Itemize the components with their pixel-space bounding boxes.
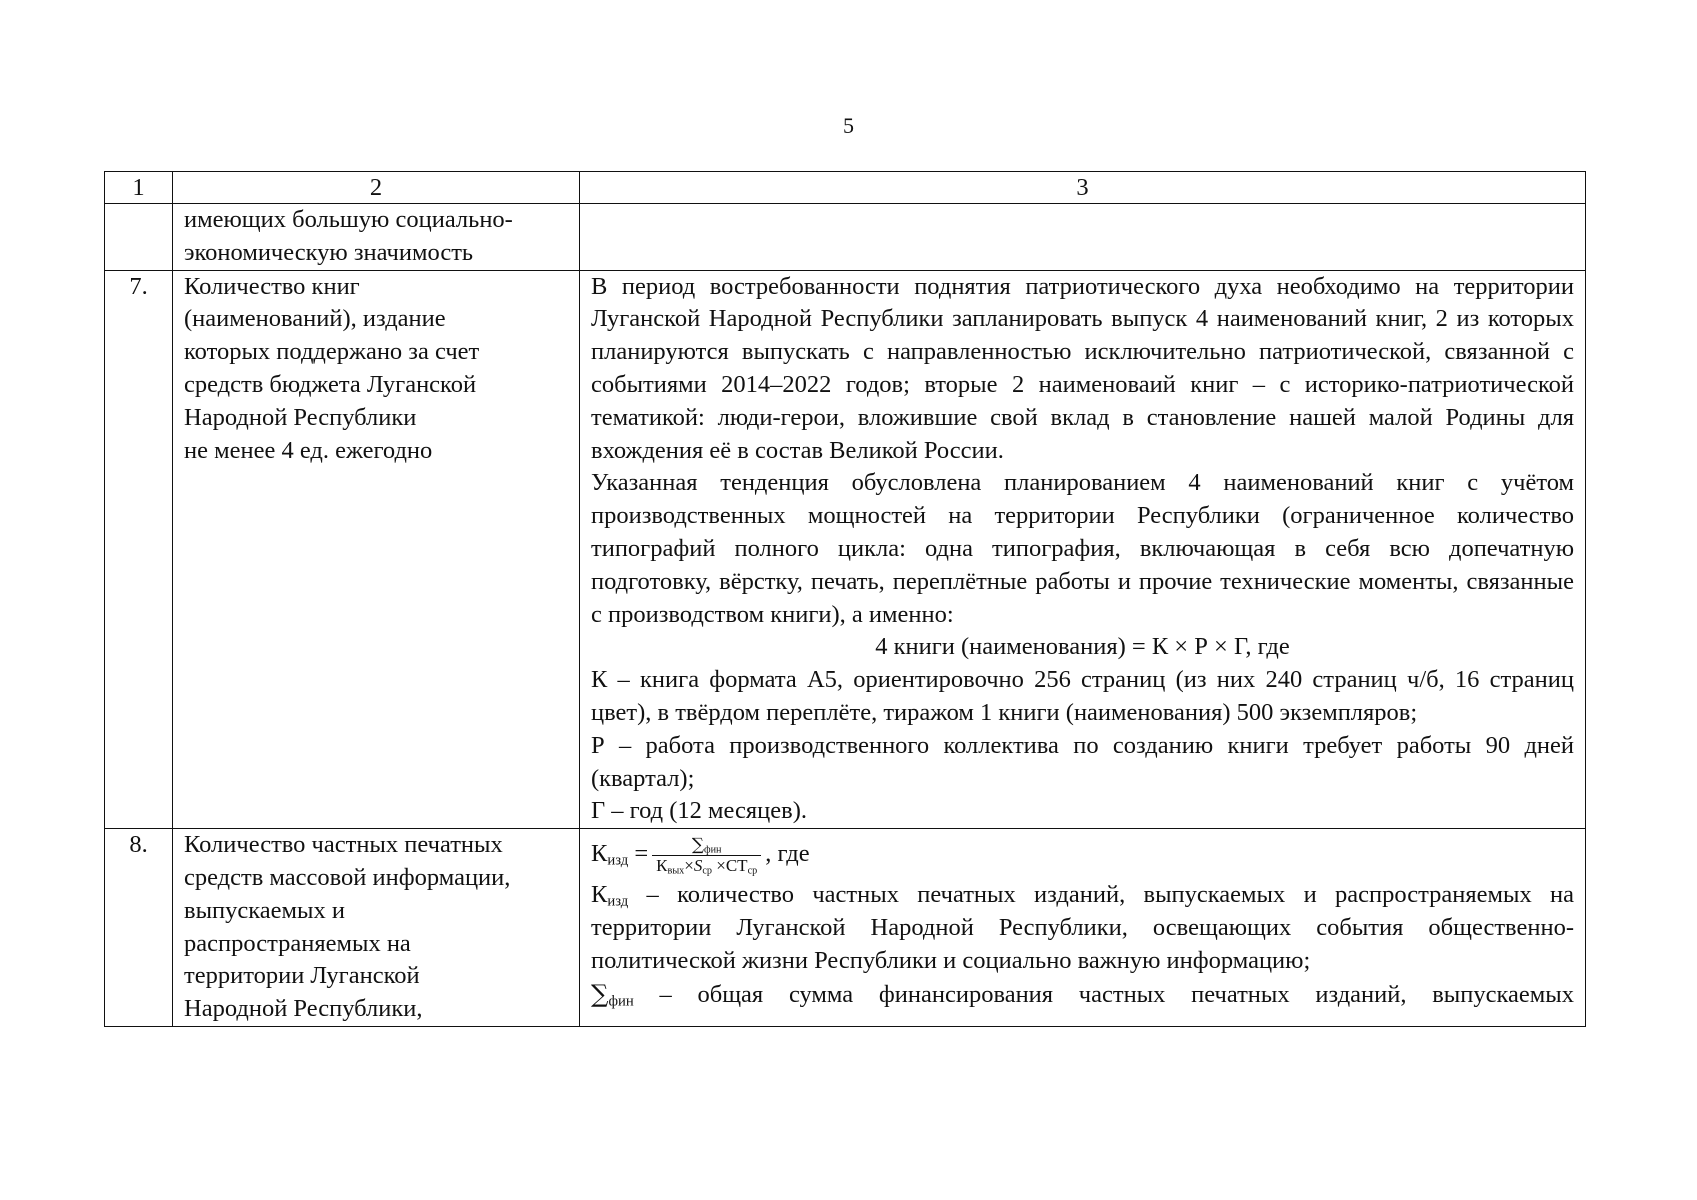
table-header-row	[105, 172, 1586, 204]
row-7-indicator-line-3: которых поддержано за счет	[184, 338, 480, 366]
row-8-description	[580, 829, 1586, 1027]
formula-numerator: $\sum_{фин}$	[652, 836, 761, 856]
row-8-indicator-line-5: территории Луганской	[184, 962, 420, 990]
table-row-continued	[105, 204, 1586, 271]
row-8-formula	[591, 829, 1574, 879]
row-7-formula: 4 книги (наименования) = К × Р × Г, где	[875, 633, 1290, 661]
row-7-indicator-line-1: Количество книг	[184, 272, 360, 300]
row-8-indicator-line-3: выпускаемых и	[184, 896, 345, 924]
row-7-paragraph-2: Указанная тенденция обусловлена планированием 4 наименований книг с учётом производственных мощностей на территории Республики (ограниченное количество типографий полного цикла: одна типография, включающая в себя всю допечатную подготовку, вёрстку, печать, переплётные работы и прочие технические моменты, связанные с производством книги), а именно:	[591, 469, 1574, 628]
header-cell-3: 3	[580, 172, 1586, 204]
row-continued-indicator: имеющих большую социально-экономическую значимость	[173, 204, 580, 271]
row-8-paragraph-sigma: $\sum_{фин}$ – общая сумма финансирования частных печатных изданий, выпускаемых	[591, 978, 1574, 1010]
row-7-paragraph-r: Р – работа производственного коллектива по созданию книги требует работы 90 дней (квартал);	[591, 731, 1574, 792]
row-8-indicator-line-4: распространяемых на	[184, 929, 411, 957]
row-7-paragraph-1: В период востребованности поднятия патриотического духа необходимо на территории Луганской Народной Республики запланировать выпуск 4 наименований книг, 2 из которых планируются выпускать с направленностью исключительно патриотической, связанной с событиями 2014–2022 годов; вторые 2 наименоваий книг – с историко-патриотической тематикой: люди-герои, вложившие свой вклад в становление нашей малой Родины для вхождения её в состав Великой России.	[591, 272, 1574, 464]
row-continued-number	[105, 204, 173, 271]
row-7-indicator-line-4: средств бюджета Луганской	[184, 370, 477, 398]
row-7-indicator-line-5: Народной Республики	[184, 403, 417, 431]
row-7-indicator-line-6: не менее 4 ед. ежегодно	[184, 436, 433, 464]
row-8-indicator-line-2: средств массовой информации,	[184, 863, 511, 891]
row-7-description	[580, 270, 1586, 829]
row-7-number: 7.	[105, 270, 173, 829]
row-8-paragraph-k: $К_{изд}$ – количество частных печатных изданий, выпускаемых и распространяемых на территории Луганской Народной Республики, освещающих события общественно-политической жизни Республики и социально важную информацию;	[591, 881, 1574, 974]
formula-fraction	[652, 836, 761, 875]
header-cell-2: 2	[173, 172, 580, 204]
row-7-paragraph-k: К – книга формата А5, ориентировочно 256 страниц (из них 240 страниц ч/б, 16 страниц цвет), в твёрдом переплёте, тиражом 1 книги (наименования) 500 экземпляров;	[591, 666, 1574, 726]
row-7-indicator-line-2: (наименований), издание	[184, 305, 446, 333]
row-8-indicator-line-1: Количество частных печатных	[184, 831, 503, 859]
table-row-7	[105, 270, 1586, 829]
page-number: 5	[843, 113, 854, 138]
formula-lhs: $К_{изд}$	[591, 840, 629, 869]
row-8-number: 8.	[105, 829, 173, 1027]
row-8-indicator	[173, 829, 580, 1027]
row-8-indicator-line-6: Народной Республики,	[184, 995, 423, 1023]
header-cell-1: 1	[105, 172, 173, 204]
formula-suffix: , где	[765, 840, 810, 868]
row-7-indicator	[173, 270, 580, 829]
indicators-table	[104, 171, 1586, 1027]
formula-equals: =	[634, 840, 649, 868]
row-continued-description	[580, 204, 1586, 271]
formula-denominator: $К_{вых}\times S_{ср} \times СТ_{ср}$	[656, 856, 758, 877]
table-row-8	[105, 829, 1586, 1027]
row-7-paragraph-g: Г – год (12 месяцев).	[591, 797, 807, 825]
